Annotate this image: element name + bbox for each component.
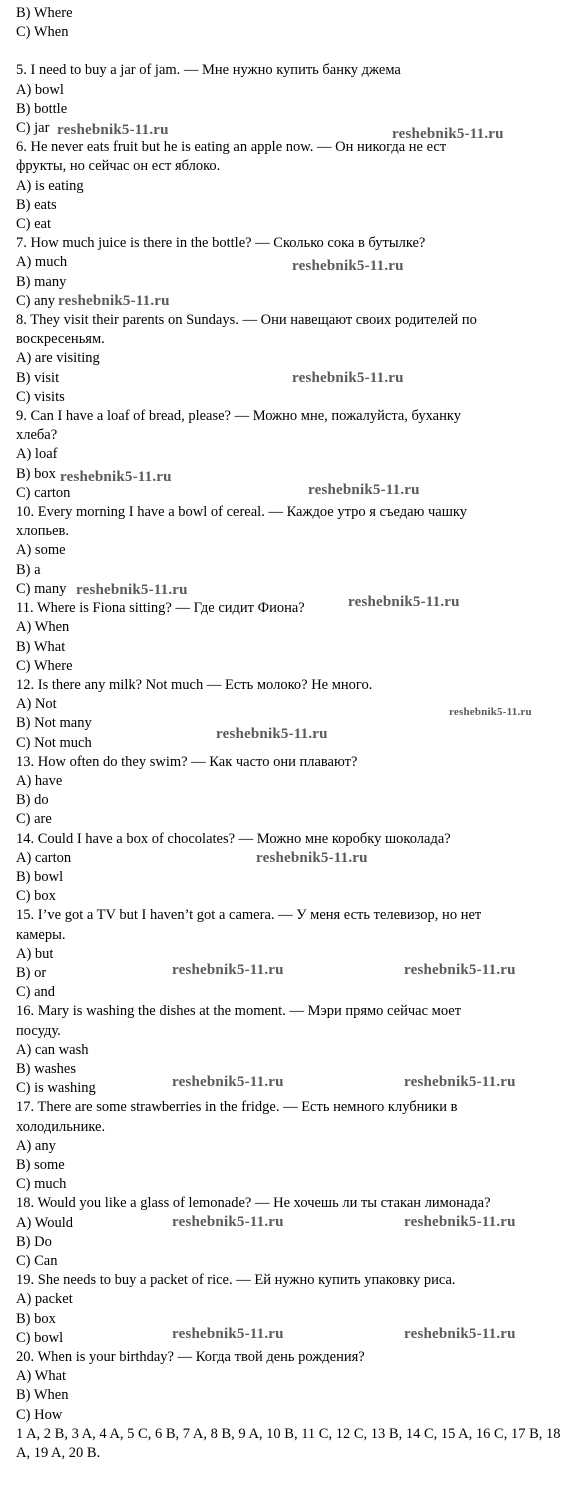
question-text: 11. Where is Fiona sitting? — Где сидит Фиона? (16, 600, 305, 617)
answer-option: A) have (16, 772, 63, 789)
answer-option: B) Where (16, 5, 73, 21)
answer-option: C) jar (16, 120, 50, 137)
answer-option: B) Do (16, 1233, 52, 1250)
answer-option: B) box (16, 1310, 56, 1327)
watermark-text: reshebnik5-11.ru (392, 126, 504, 142)
answer-option: A) carton (16, 849, 72, 866)
question-text: 7. How much juice is there in the bottle? — Сколько сока в бутылке? (16, 235, 426, 252)
question-text: 18. Would you like a glass of lemonade? — Не хочешь ли ты стакан лимонада? (16, 1195, 491, 1212)
answer-option: B) washes (16, 1060, 77, 1077)
answer-option: C) are (16, 811, 52, 828)
answer-option: C) Where (16, 657, 73, 674)
question-text: 5. I need to buy a jar of jam. — Мне нужно купить банку джема (16, 62, 401, 79)
blank-line (16, 42, 568, 61)
answer-option: C) carton (16, 484, 71, 501)
answer-option: A) packet (16, 1291, 73, 1308)
watermark-text: reshebnik5-11.ru (172, 962, 284, 978)
answer-option: B) eats (16, 196, 57, 213)
question-text: 12. Is there any milk? Not much — Есть молоко? Не много. (16, 676, 373, 693)
answer-option: B) Not many (16, 715, 92, 732)
answer-option: воскресеньям. (16, 331, 105, 348)
watermark-text: reshebnik5-11.ru (449, 706, 532, 718)
watermark-text: reshebnik5-11.ru (172, 1326, 284, 1342)
answer-option: C) eat (16, 216, 52, 233)
answer-option: C) Can (16, 1253, 58, 1269)
watermark-text: reshebnik5-11.ru (76, 582, 188, 598)
watermark-text: reshebnik5-11.ru (292, 258, 404, 274)
answer-option: A) What (16, 1368, 67, 1385)
answer-option: C) Not much (16, 734, 92, 751)
watermark-text: reshebnik5-11.ru (172, 1074, 284, 1090)
answer-option: A) can wash (16, 1041, 89, 1058)
answer-option: C) bowl (16, 1329, 64, 1346)
answer-option: посуду. (16, 1022, 61, 1039)
answer-option: A) Not (16, 696, 57, 713)
answer-option: B) do (16, 792, 49, 809)
question-text: 16. Mary is washing the dishes at the moment. — Мэри прямо сейчас моет (16, 1003, 462, 1020)
answer-option: A) much (16, 254, 68, 271)
answer-option: C) many (16, 580, 67, 597)
watermark-text: reshebnik5-11.ru (256, 850, 368, 866)
answer-option: B) many (16, 273, 67, 290)
question-text: 6. He never eats fruit but he is eating an apple now. — Он никогда не ест (16, 139, 447, 156)
question-text: 9. Can I have a loaf of bread, please? — Можно мне, пожалуйста, буханку (16, 408, 461, 425)
answer-option: C) much (16, 1176, 67, 1193)
answer-option: хлопьев. (16, 523, 70, 540)
watermark-text: reshebnik5-11.ru (404, 1326, 516, 1342)
watermark-text: reshebnik5-11.ru (404, 1074, 516, 1090)
answer-option: A) some (16, 542, 66, 559)
answer-option: C) When (16, 24, 69, 41)
answer-option: C) is washing (16, 1080, 96, 1097)
question-text: 8. They visit their parents on Sundays. — Они навещают своих родителей по (16, 312, 477, 329)
answer-key: 1 A, 2 B, 3 A, 4 A, 5 C, 6 B, 7 A, 8 B, 9 A, 10 B, 11 C, 12 C, 13 B, 14 C, 15 A, 16 C, 17 B, 18 A, 19 A, 20 B. (16, 1425, 561, 1462)
answer-option: B) or (16, 964, 47, 981)
answer-option: A) Would (16, 1214, 73, 1231)
answer-option: A) bowl (16, 81, 64, 98)
answer-option: B) box (16, 465, 56, 482)
answer-option: A) but (16, 945, 54, 962)
question-text: 10. Every morning I have a bowl of cereal. — Каждое утро я съедаю чашку (16, 504, 467, 521)
watermark-text: reshebnik5-11.ru (308, 482, 420, 498)
question-text: 19. She needs to buy a packet of rice. — Ей нужно купить упаковку риса. (16, 1272, 456, 1289)
watermark-text: reshebnik5-11.ru (60, 469, 172, 485)
question-text: 13. How often do they swim? — Как часто они плавают? (16, 753, 358, 770)
watermark-text: reshebnik5-11.ru (348, 594, 460, 610)
answer-option: A) loaf (16, 446, 58, 463)
watermark-text: reshebnik5-11.ru (172, 1214, 284, 1230)
answer-option: C) any (16, 292, 56, 309)
watermark-text: reshebnik5-11.ru (216, 726, 328, 742)
watermark-text: reshebnik5-11.ru (58, 293, 170, 309)
answer-option: хлеба? (16, 427, 58, 444)
answer-option: B) When (16, 1387, 69, 1404)
watermark-text: reshebnik5-11.ru (57, 122, 169, 138)
watermark-text: reshebnik5-11.ru (404, 1214, 516, 1230)
question-text: 20. When is your birthday? — Когда твой день рождения? (16, 1349, 365, 1366)
answer-option: камеры. (16, 926, 66, 943)
answer-option: A) any (16, 1137, 56, 1154)
answer-option: B) bowl (16, 868, 64, 885)
answer-option: C) visits (16, 388, 65, 405)
answer-option: A) When (16, 619, 70, 636)
answer-option: C) box (16, 888, 56, 905)
watermark-text: reshebnik5-11.ru (404, 962, 516, 978)
watermark-text: reshebnik5-11.ru (292, 370, 404, 386)
answer-option: B) some (16, 1156, 65, 1173)
question-text: 14. Could I have a box of chocolates? — Можно мне коробку шоколада? (16, 830, 451, 847)
answer-option: B) visit (16, 369, 60, 386)
answer-option: C) How (16, 1406, 63, 1423)
question-text: 17. There are some strawberries in the fridge. — Есть немного клубники в (16, 1099, 458, 1116)
answer-option: B) bottle (16, 100, 68, 117)
answer-option: B) a (16, 561, 41, 578)
question-text: 15. I’ve got a TV but I haven’t got a camera. — У меня есть телевизор, но нет (16, 907, 482, 924)
answer-option: фрукты, но сейчас он ест яблоко. (16, 158, 221, 175)
answer-option: холодильнике. (16, 1118, 106, 1135)
answer-option: A) are visiting (16, 350, 100, 367)
answer-option: C) and (16, 984, 56, 1001)
answer-option: A) is eating (16, 177, 84, 194)
answer-option: B) What (16, 638, 66, 655)
